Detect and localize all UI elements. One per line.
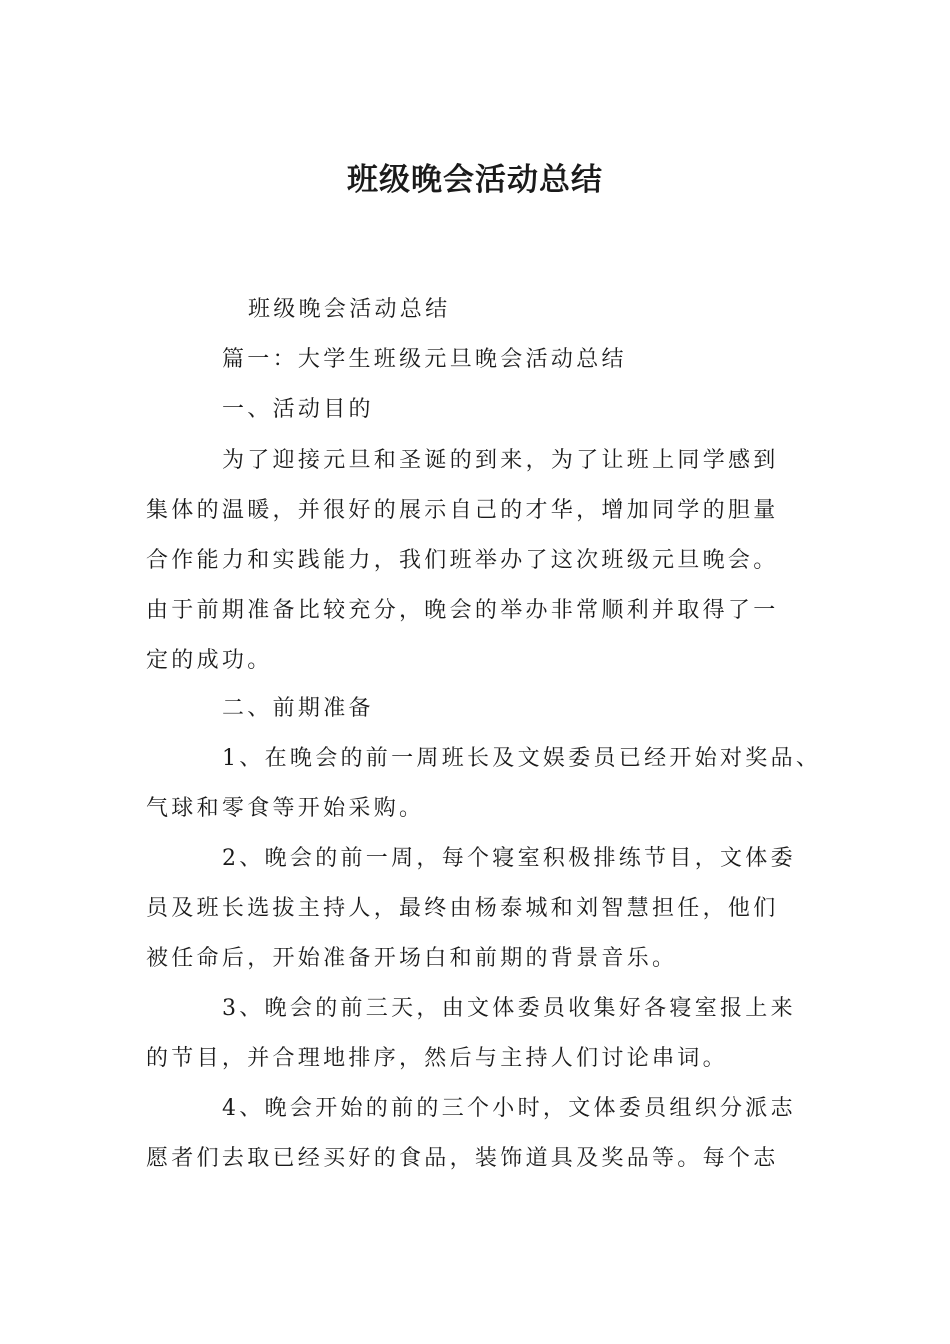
paragraph-line: 愿者们去取已经买好的食品，装饰道具及奖品等。每个志 [146,1146,779,1171]
paragraph-line: 为了迎接元旦和圣诞的到来，为了让班上同学感到 [222,448,779,473]
paragraph-line: 气球和零食等开始采购。 [146,796,425,821]
section-heading-preparation: 二、前期准备 [222,696,374,721]
subtitle-line: 班级晚会活动总结 [248,297,451,322]
paragraph-line: 员及班长选拔主持人，最终由杨泰城和刘智慧担任，他们 [146,896,779,921]
paragraph-line: 由于前期准备比较充分，晚会的举办非常顺利并取得了一 [146,598,779,623]
paragraph-line: 被任命后，开始准备开场白和前期的背景音乐。 [146,946,678,971]
paragraph-line: 定的成功。 [146,648,273,673]
paragraph-line: 3、晚会的前三天，由文体委员收集好各寝室报上来 [222,996,796,1021]
document-title: 班级晚会活动总结 [347,162,603,198]
paragraph-line: 合作能力和实践能力，我们班举办了这次班级元旦晚会。 [146,548,779,573]
paragraph-line: 2、晚会的前一周，每个寝室积极排练节目，文体委 [222,846,796,871]
section-heading-purpose: 一、活动目的 [222,397,374,422]
chapter-heading: 篇一：大学生班级元旦晚会活动总结 [222,347,627,372]
paragraph-line: 1、在晚会的前一周班长及文娱委员已经开始对奖品、 [222,746,822,771]
paragraph-line: 的节目，并合理地排序，然后与主持人们讨论串词。 [146,1046,728,1071]
paragraph-line: 4、晚会开始的前的三个小时，文体委员组织分派志 [222,1096,796,1121]
paragraph-line: 集体的温暖，并很好的展示自己的才华，增加同学的胆量 [146,498,779,523]
